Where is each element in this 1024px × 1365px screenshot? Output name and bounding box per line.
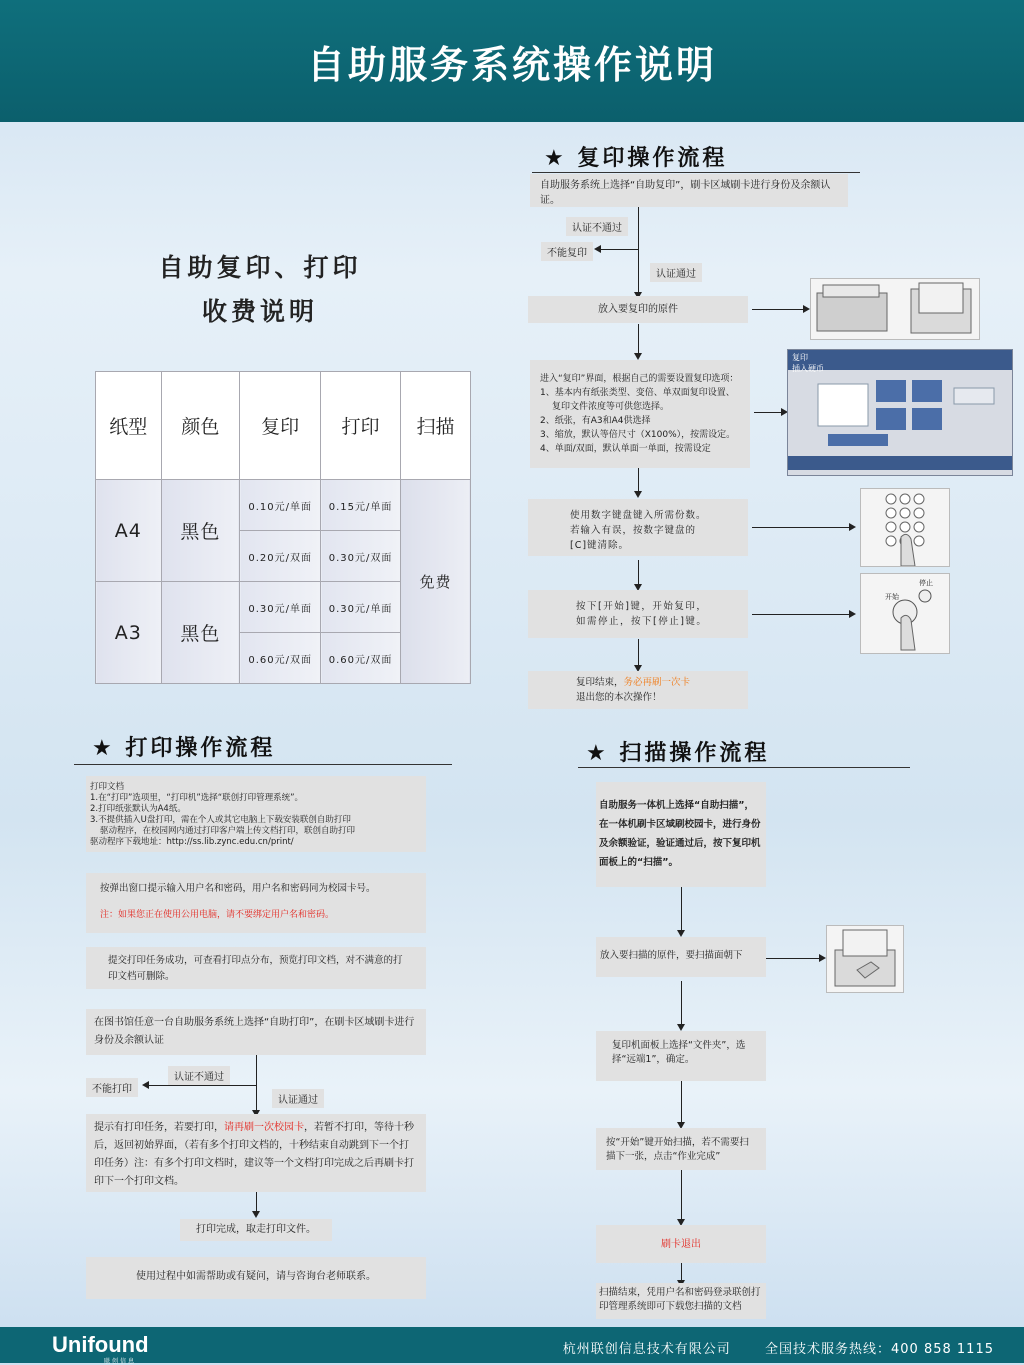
fee-title-line2: 收费说明: [201, 297, 318, 326]
copy-title-underline: [532, 172, 860, 173]
keypad-icon: [861, 489, 949, 566]
print-step1-line: 驱动程序，在校园网内通过打印客户端上传文档打印，联创自助打印: [100, 826, 356, 836]
fee-header-row: [96, 372, 471, 480]
scan-step-3: 复印机面板上选择“文件夹”，选择“远端1”，确定。: [596, 1031, 766, 1081]
print-step5-prefix: 提示有打印任务，若要打印，: [94, 1122, 224, 1133]
fee-title: [120, 246, 400, 334]
scan-arrow: [681, 887, 682, 931]
copy-arrow: [638, 560, 639, 585]
copy-step-2: 放入要复印的原件: [528, 296, 748, 323]
a4-print-single: 0.15元/单面: [321, 480, 401, 531]
scan-arrow: [681, 1263, 682, 1281]
print-fail-arrow: [148, 1085, 256, 1086]
copy-step6-suffix: 退出您的本次操作！: [576, 692, 662, 703]
copier-icon: [811, 279, 979, 339]
print-step-5: [86, 1114, 426, 1192]
print-step-3: 提交打印任务成功，可查看打印点分布，预览打印文档，对不满意的打印文档可删除。: [86, 947, 426, 989]
copy-step5-line: 如需停止，按下[停止]键。: [576, 616, 708, 627]
a3-color: 黑色: [161, 582, 240, 684]
a3-print-single: 0.30元/单面: [321, 582, 401, 633]
scan-arrow: [681, 1081, 682, 1123]
copy-step3-arrow: [754, 412, 782, 413]
scanner-placing-original-image: [826, 925, 904, 993]
copy-step5-line: 按下[开始]键，开始复印，: [576, 601, 708, 612]
print-arrow: [256, 1055, 257, 1111]
copy-arrow: [638, 324, 639, 354]
scan-step-5: 刷卡退出: [596, 1225, 766, 1263]
copy-arrow: [638, 207, 639, 293]
scan-title-underline: [578, 767, 910, 768]
print-step-1: [86, 776, 426, 852]
col-header-print: 打印: [321, 372, 401, 480]
copy-fail-arrow: [600, 249, 638, 250]
copy-step6-highlight: 务必再刷一次卡: [623, 677, 691, 688]
scan-step-2: 放入要扫描的原件，要扫描面朝下: [596, 937, 766, 977]
page-title: 自助服务系统操作说明: [306, 42, 717, 87]
scan-step-1: 自助服务一体机上选择“自助扫描”，在一体机刷卡区域刷校园卡，进行身份及余额验证，验证通过后，按下复印机面板上的“扫描”。: [596, 782, 766, 887]
print-step-4: 在图书馆任意一台自助服务系统上选择“自助打印”，在刷卡区域刷卡进行身份及余额认证: [86, 1009, 426, 1055]
stop-key-label: 停止: [919, 579, 933, 587]
print-pass-label: 认证通过: [272, 1089, 324, 1108]
screen-buttons-icon: [788, 370, 1012, 470]
scan-arrow: [681, 1170, 682, 1220]
a4-color: 黑色: [161, 480, 240, 582]
copier-screen-image: [787, 349, 1013, 476]
start-button-icon: [861, 574, 949, 653]
scan-step-6: 扫描结束，凭用户名和密码登录联创打印管理系统即可下载您扫描的文档: [596, 1283, 766, 1319]
print-step1-line: 打印文档: [90, 782, 125, 792]
a3-copy-single: 0.30元/单面: [240, 582, 321, 633]
a3-copy-double: 0.60元/双面: [240, 633, 321, 684]
copy-step-5: [528, 590, 748, 638]
screen-title: 复印: [792, 353, 808, 362]
print-step-7: 使用过程中如需帮助或有疑问，请与咨询台老师联系。: [86, 1257, 426, 1299]
copy-step4-line: [C]键清除。: [570, 540, 630, 551]
copier-placing-original-image: [810, 278, 980, 340]
copy-step3-line: 4、单面/双面，默认单面一单面，按需设定: [540, 444, 711, 454]
scan-step-4: 按“开始”键开始扫描，若不需要扫描下一张，点击“作业完成”: [596, 1128, 766, 1170]
print-fail-label: 认证不通过: [168, 1066, 230, 1085]
col-header-copy: 复印: [240, 372, 321, 480]
print-step1-line: 2.打印纸张默认为A4纸。: [90, 804, 186, 814]
print-step-6: 打印完成，取走打印文件。: [180, 1219, 332, 1241]
scan-flow-title: ★ 扫描操作流程: [586, 741, 770, 766]
scanner-icon: [827, 926, 903, 992]
copy-step-4: [528, 499, 748, 556]
copy-step3-line: 2、纸张，有A3和A4供选择: [540, 416, 651, 426]
cannot-copy-label: 不能复印: [541, 242, 593, 261]
start-stop-keys-image: [860, 573, 950, 654]
copy-arrow: [638, 639, 639, 666]
footer-company: 杭州联创信息技术有限公司: [562, 1342, 731, 1357]
copy-arrow: [638, 468, 639, 492]
unifound-logo-subtitle: 联创信息: [104, 1358, 137, 1365]
scan-free: 免费: [400, 480, 470, 684]
print-step2-text: 按弹出窗口提示输入用户名和密码，用户名和密码同为校园卡号。: [100, 883, 376, 894]
page-header: [0, 0, 1024, 122]
numeric-keypad-image: [860, 488, 950, 567]
copy-fail-label: 认证不通过: [566, 217, 628, 236]
copy-step3-line: 进入“复印”界面，根据自己的需要设置复印选项：: [540, 374, 739, 384]
copy-step4-arrow: [752, 527, 850, 528]
print-step5-suffix: ，若暂不打印，等待十秒后，返回初始界面，（若有多个打印文档的，十秒结束自动跳到下一个打印任务）注：有多个打印文档时，建议等一个文档打印完成之后再刷卡打印下一个打印文档。: [94, 1122, 414, 1187]
print-step-2: [86, 873, 426, 933]
cannot-print-label: 不能打印: [86, 1078, 138, 1097]
print-step1-line: 驱动程序下载地址：http://ss.lib.zync.edu.cn/print/: [90, 837, 294, 847]
print-arrow: [256, 1192, 257, 1212]
fee-title-line1: 自助复印、打印: [158, 253, 362, 282]
a3-size: A3: [96, 582, 162, 684]
screen-subtitle: 插入硬币: [792, 364, 824, 373]
print-flow-title: ★ 打印操作流程: [92, 736, 276, 761]
unifound-logo: Unifound: [52, 1332, 149, 1357]
print-step5-highlight: 请再刷一次校园卡: [224, 1122, 304, 1133]
copy-step5-arrow: [752, 614, 850, 615]
scan-step2-arrow: [766, 958, 820, 959]
print-title-underline: [74, 764, 452, 765]
a3-print-double: 0.60元/双面: [321, 633, 401, 684]
col-header-scan: 扫描: [400, 372, 470, 480]
copy-step3-line: 1、基本内有纸张类型、变倍、单双面复印设置、: [540, 388, 735, 398]
print-step1-line: 3.不提供插入U盘打印，需在个人或其它电脑上下载安装联创自助打印: [90, 815, 351, 825]
copy-step-1: 自助服务系统上选择“自助复印”，刷卡区域刷卡进行身份及余额认证。: [530, 174, 848, 207]
copy-step-6: [528, 671, 748, 709]
copy-pass-label: 认证通过: [650, 263, 702, 282]
copy-step4-line: 若输入有误，按数字键盘的: [570, 525, 697, 536]
fee-table: [95, 371, 471, 684]
copy-step2-arrow: [752, 309, 804, 310]
screen-header: [788, 350, 1012, 373]
print-step2-note: 注：如果您正在使用公用电脑，请不要绑定用户名和密码。: [100, 910, 335, 920]
a4-copy-double: 0.20元/双面: [240, 531, 321, 582]
table-row: [96, 480, 471, 531]
copy-step3-line: 3、缩放，默认等倍尺寸（X100%），按需设定。: [540, 430, 736, 440]
a4-copy-single: 0.10元/单面: [240, 480, 321, 531]
copy-step4-line: 使用数字键盘键入所需份数。: [570, 510, 707, 521]
a4-print-double: 0.30元/双面: [321, 531, 401, 582]
copy-step3-line: 复印文件浓度等可供您选择。: [552, 402, 670, 412]
col-header-size: 纸型: [96, 372, 162, 480]
scan-arrow: [681, 981, 682, 1025]
footer-info: [563, 1338, 994, 1357]
copy-step-3: [530, 360, 750, 468]
a4-size: A4: [96, 480, 162, 582]
copy-flow-title: ★ 复印操作流程: [544, 146, 728, 171]
copy-step6-prefix: 复印结束，: [576, 677, 624, 688]
col-header-color: 颜色: [161, 372, 240, 480]
footer-hotline: 全国技术服务热线：400 858 1115: [765, 1342, 994, 1357]
start-key-label: 开始: [885, 593, 899, 601]
print-step1-line: 1.在“打印”选项里，“打印机”选择“联创打印管理系统”。: [90, 793, 304, 803]
